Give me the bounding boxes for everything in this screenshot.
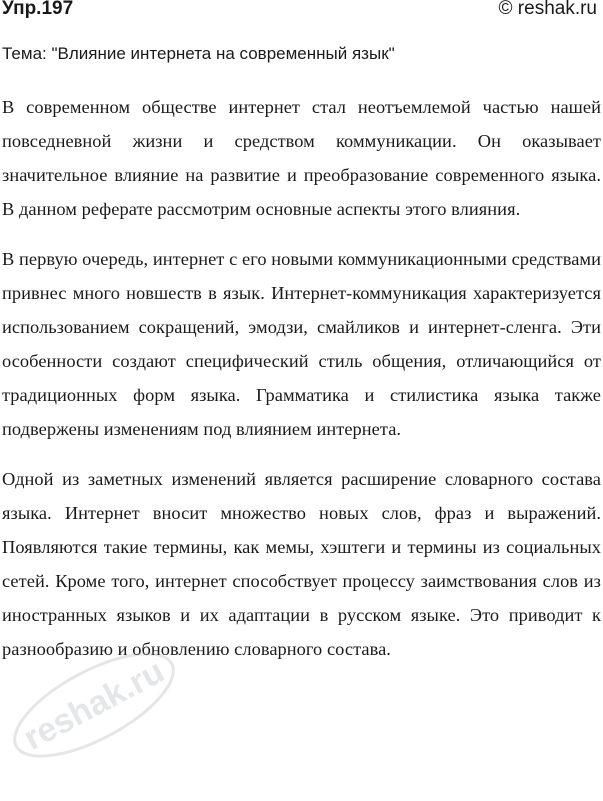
paragraph-2: В первую очередь, интернет с его новыми коммуникационными средствами привнес много новшеств в язык. Интернет-коммуникация характеризуется использованием сокращений, эмодзи, смайликов и интернет-сленга. Эти особенности создают специфический стиль общения, отличающийся от традиционных форм языка. Грамматика и стилистика языка также подвержены изменениям под влиянием интернета. bbox=[2, 249, 601, 439]
essay-body bbox=[2, 90, 601, 682]
exercise-number: Упр.197 bbox=[2, 0, 74, 19]
paragraph-1: В современном обществе интернет стал неотъемлемой частью нашей повседневной жизни и средством коммуникации. Он оказывает значительное влияние на развитие и преобразование современного языка. В данном реферате рассмотрим основные аспекты этого влияния. bbox=[2, 97, 601, 219]
watermark-text: reshak.ru bbox=[17, 652, 171, 758]
essay-topic: Тема: "Влияние интернета на современный язык" bbox=[2, 44, 395, 63]
paragraph-3: Одной из заметных изменений является расширение словарного состава языка. Интернет вносит множество новых слов, фраз и выражений. Появляются такие термины, как мемы, хэштеги и термины из социальных сетей. Кроме того, интернет способствует процессу заимствования слов из иностранных языков и их адаптации в русском языке. Это приводит к разнообразию и обновлению словарного состава. bbox=[2, 469, 601, 659]
site-copyright: © reshak.ru bbox=[498, 0, 597, 19]
page-header bbox=[0, 0, 603, 26]
